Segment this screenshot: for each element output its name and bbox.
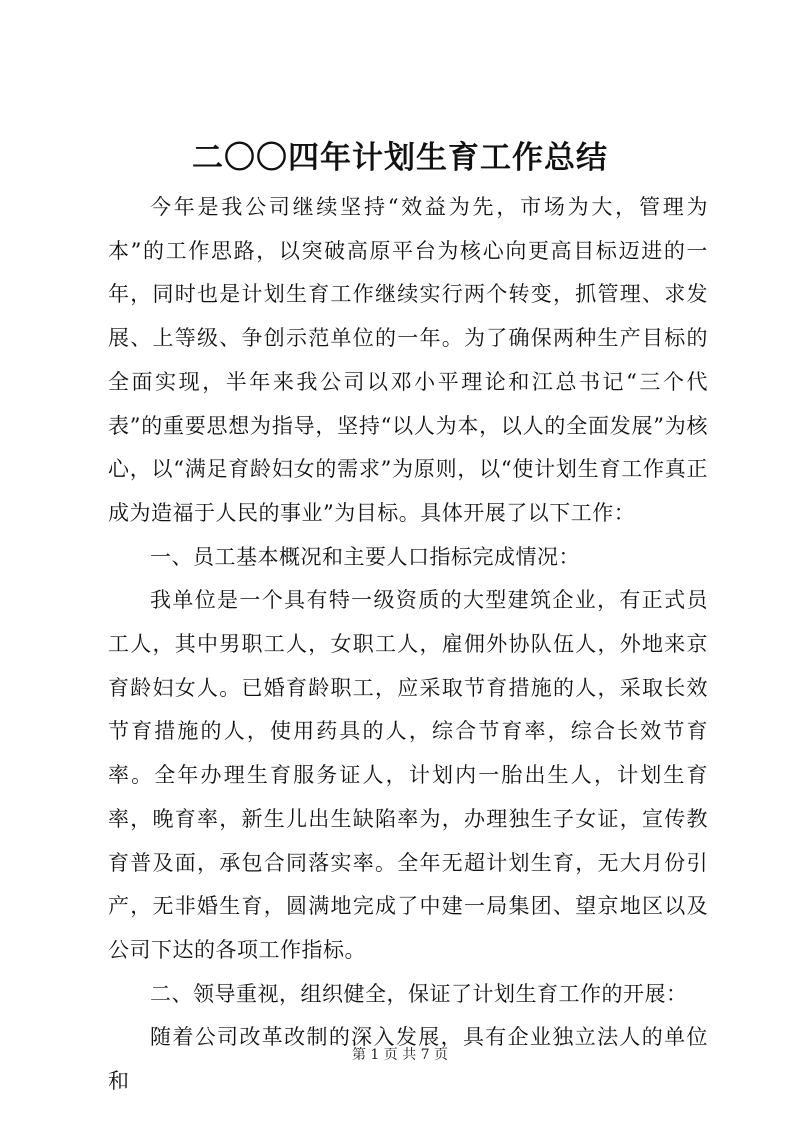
section-2-paragraph: 随着公司改革改制的深入发展，具有企业独立法人的单位和 [108, 1025, 708, 1094]
intro-paragraph: 今年是我公司继续坚持“效益为先，市场为大，管理为本”的工作思路，以突破高原平台为核心向更高目标迈进的一年，同时也是计划生育工作继续实行两个转变，抓管理、求发展、上等级、争创示范单位的一年。为了确保两种生产目标的全面实现，半年来我公司以邓小平理论和江总书记“三个代表”的重要思想为指导，坚持“以人为本，以人的全面发展”为核心，以“满足育龄妇女的需求”为原则，以“使计划生育工作真正成为造福于人民的事业”为目标。具体开展了以下工作： [108, 195, 708, 525]
section-heading-1: 一、员工基本概况和主要人口指标完成情况： [150, 544, 580, 569]
document-body [108, 186, 708, 1104]
document-title: 二〇〇四年计划生育工作总结 [192, 140, 608, 176]
section-heading-2: 二、领导重视，组织健全，保证了计划生育工作的开展： [150, 981, 688, 1006]
section-1-paragraph: 我单位是一个具有特一级资质的大型建筑企业，有正式员工人，其中男职工人，女职工人，雇佣外协队伍人，外地来京育龄妇女人。已婚育龄职工，应采取节育措施的人，采取长效节育措施的人，使用药具的人，综合节育率，综合长效节育率。全年办理生育服务证人，计划内一胎出生人，计划生育率，晚育率，新生儿出生缺陷率为，办理独生子女证，宣传教育普及面，承包合同落实率。全年无超计划生育，无大月份引产，无非婚生育，圆满地完成了中建一局集团、望京地区以及公司下达的各项工作指标。 [108, 588, 708, 962]
page-number: 第 1 页 共 7 页 [351, 1047, 449, 1063]
